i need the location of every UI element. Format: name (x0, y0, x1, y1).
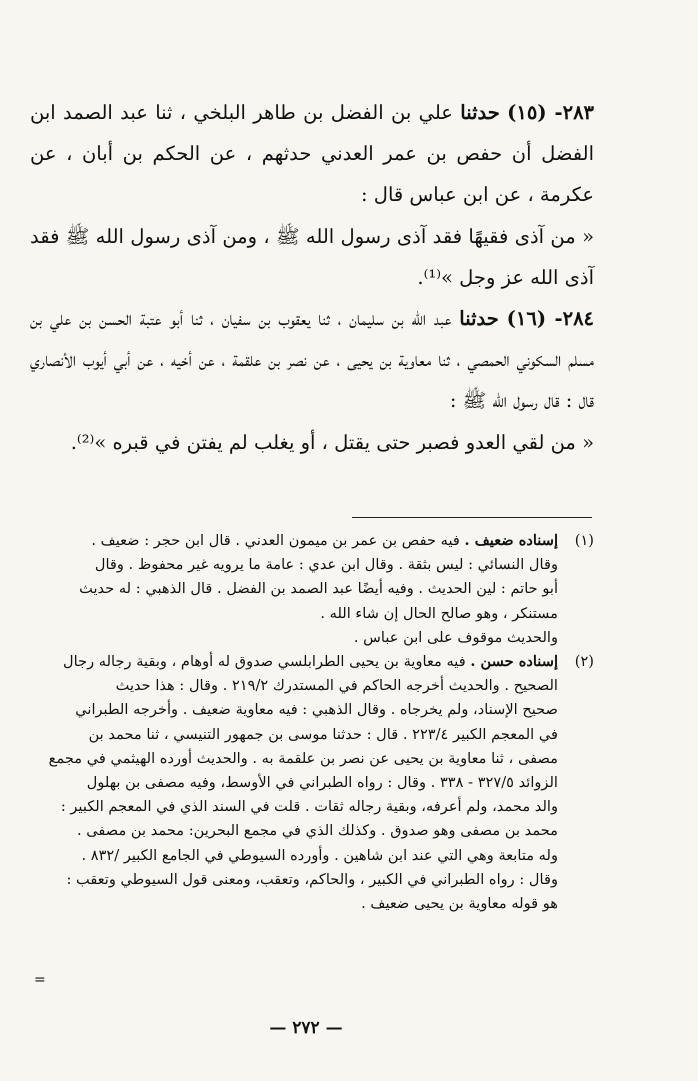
hadith-283-number: ٢٨٣- (١٥) (507, 101, 595, 124)
hadith-284-lead: حدثنا (459, 307, 499, 331)
page-number: — ٢٧٢ — (269, 1018, 343, 1038)
footnote-2-number: (٢) (574, 653, 594, 671)
footnote-1-line: وقال النسائي : ليس بثقة . وقال ابن عدي : عامة ما يرويه غير محفوظ . وقال (94, 556, 558, 574)
hadith-284-text: عبد الله بن سليمان ، ثنا يعقوب بن سفيان ، ثنا أبو عتبة الحسن بن علي بن مسلم السكوني الحمصي ، ثنا معاوية بن يحيى ، عن نصر بن علقمة ، عن أخيه ، عن أبي أيوب الأنصاري قال : قال رسول الله ﷺ : (30, 307, 594, 413)
footnote-1-line-text: فيه حفص بن عمر بن ميمون العدني . قال ابن حجر : ضعيف . (91, 532, 460, 549)
footnote-2-line: هو قوله معاوية بن يحيى ضعيف . (361, 895, 558, 913)
footnote-1-line (28, 529, 558, 553)
hadith-284 (30, 298, 594, 422)
footnote-2-line: الصحيح . والحديث أخرجه الحاكم في المستدرك ٢١٩/٢ . وقال : هذا حديث (115, 677, 558, 695)
footnote-2-line: الزوائد ٣٢٧/٥ - ٣٣٨ . وقال : رواه الطبراني في الأوسط، وفيه مصفى بن بهلول (86, 774, 558, 792)
footnote-2-verdict: إسناده حسن . (470, 653, 558, 671)
footnote-2-line: محمد بن مصفى وهو صدوق . وكذلك الذي في مجمع البحرين: محمد بن مصفى . (76, 822, 558, 840)
continuation-mark: = (34, 972, 46, 988)
hadith-284-quote: « من لقي العدو فصبر حتى يقتل ، أو يغلب لم يفتن في قبره »⁽²⁾. (70, 430, 594, 454)
footnote-1 (28, 529, 594, 650)
footnote-1-line: مستنكر ، وهو صالح الحال إن شاء الله . (320, 604, 558, 622)
hadith-283 (30, 92, 594, 216)
footnote-2 (28, 650, 594, 916)
footnote-2-line: وله متابعة وهي التي عند ابن شاهين . وأورده السيوطي في الجامع الكبير /٨٣٢ . (81, 846, 558, 864)
footnote-1-line: أبو حاتم : لين الحديث . وفيه أيضًا عبد الصمد بن الفضل . قال الذهبي : له حديث (79, 580, 558, 598)
footnote-1-verdict: إسناده ضعيف . (464, 532, 558, 549)
footnote-2-line: مصفى ، ثنا معاوية بن يحيى عن نصر بن علقمة به . والحديث أورده الهيثمي في مجمع (48, 749, 558, 767)
hadith-283-lead: حدثنا (460, 101, 500, 124)
footnote-2-line-text: فيه معاوية بن يحيى الطرابلسي صدوق له أوهام ، وبقية رجاله رجال (63, 653, 466, 671)
footnote-2-line: صحيح الإسناد، ولم يخرجاه . وقال الذهبي : فيه معاوية ضعيف . وأخرجه الطبراني (75, 701, 558, 719)
footnote-2-line: في المعجم الكبير ٢٢٣/٤ . قال : حدثنا موسى بن جمهور التنيسي ، ثنا محمد بن (88, 725, 558, 743)
footnote-2-line: وقال : رواه الطبراني في الكبير ، والحاكم، وتعقب، ومعنى قول السيوطي وتعقب : (66, 870, 558, 888)
footnote-divider (352, 517, 592, 518)
footnote-2-line: والد محمد، ولم أعرفه، وبقية رجاله ثقات . قلت في السند الذي في المعجم الكبير : (60, 798, 558, 816)
footnote-1-line: والحديث موقوف على ابن عباس . (353, 628, 558, 646)
footnote-2-line (28, 650, 558, 674)
main-text (30, 92, 594, 463)
hadith-283-quote: « من آذى فقيهًا فقد آذى رسول الله ﷺ ، ومن آذى رسول الله ﷺ فقد آذى الله عز وجل »⁽¹⁾. (30, 224, 594, 289)
hadith-283-text: علي بن الفضل بن طاهر البلخي ، ثنا عبد الصمد ابن الفضل أن حفص بن عمر العدني حدثهم ، عن الحكم بن أبان ، عن عكرمة ، عن ابن عباس قال : (30, 101, 594, 207)
footnote-1-number: (١) (574, 532, 594, 549)
hadith-284-number: ٢٨٤- (١٦) (506, 307, 595, 331)
footnotes (28, 529, 594, 916)
